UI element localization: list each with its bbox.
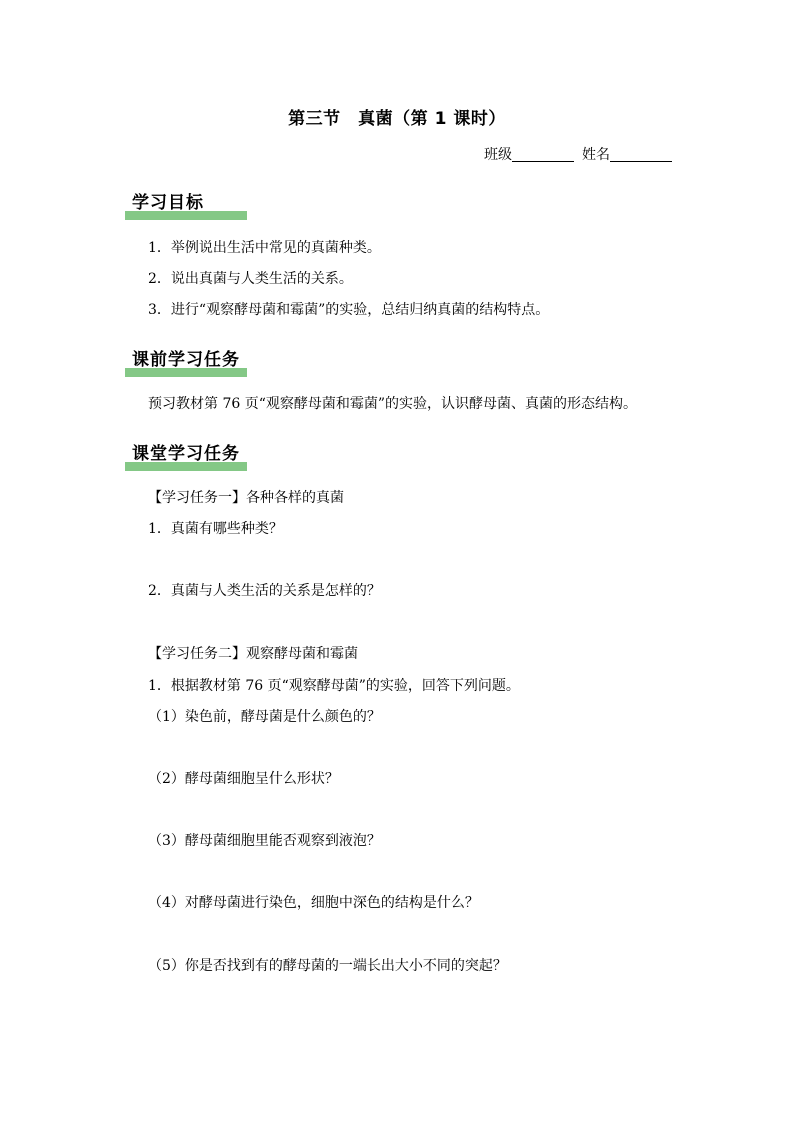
- task2-question-2: （2）酵母菌细胞呈什么形状？: [148, 771, 339, 787]
- objective-item-1: 1．举例说出生活中常见的真菌种类。: [148, 240, 381, 256]
- task2-question-3: （3）酵母菌细胞里能否观察到液泡？: [148, 833, 381, 849]
- name-label: 姓名: [582, 147, 610, 163]
- class-blank[interactable]: [512, 147, 574, 162]
- class-label: 班级: [484, 147, 512, 163]
- inclass-heading: [125, 443, 240, 471]
- name-blank[interactable]: [610, 147, 672, 162]
- task2-intro: 1．根据教材第 76 页“观察酵母菌”的实验，回答下列问题。: [148, 678, 520, 694]
- page-title: 第三节 真菌（第 1 课时）: [288, 109, 506, 129]
- preclass-heading-text: 课前学习任务: [132, 350, 240, 370]
- objective-item-2: 2．说出真菌与人类生活的关系。: [148, 271, 353, 287]
- inclass-heading-text: 课堂学习任务: [132, 444, 240, 464]
- task2-question-5: （5）你是否找到有的酵母菌的一端长出大小不同的突起？: [148, 958, 507, 974]
- objectives-heading: [125, 192, 204, 220]
- preclass-text: 预习教材第 76 页“观察酵母菌和霉菌”的实验，认识酵母菌、真菌的形态结构。: [148, 396, 638, 412]
- task2-question-4: （4）对酵母菌进行染色，细胞中深色的结构是什么？: [148, 895, 479, 911]
- objective-item-3: 3．进行“观察酵母菌和霉菌”的实验，总结归纳真菌的结构特点。: [148, 302, 550, 318]
- task1-title: 【学习任务一】各种各样的真菌: [148, 490, 344, 506]
- task2-question-1: （1）染色前，酵母菌是什么颜色的？: [148, 709, 381, 725]
- task1-question-2: 2．真菌与人类生活的关系是怎样的？: [148, 583, 381, 599]
- task2-title: 【学习任务二】观察酵母菌和霉菌: [148, 646, 358, 662]
- objectives-heading-text: 学习目标: [132, 193, 204, 213]
- task1-question-1: 1．真菌有哪些种类？: [148, 521, 283, 537]
- student-info: [484, 144, 672, 164]
- preclass-heading: [125, 349, 240, 377]
